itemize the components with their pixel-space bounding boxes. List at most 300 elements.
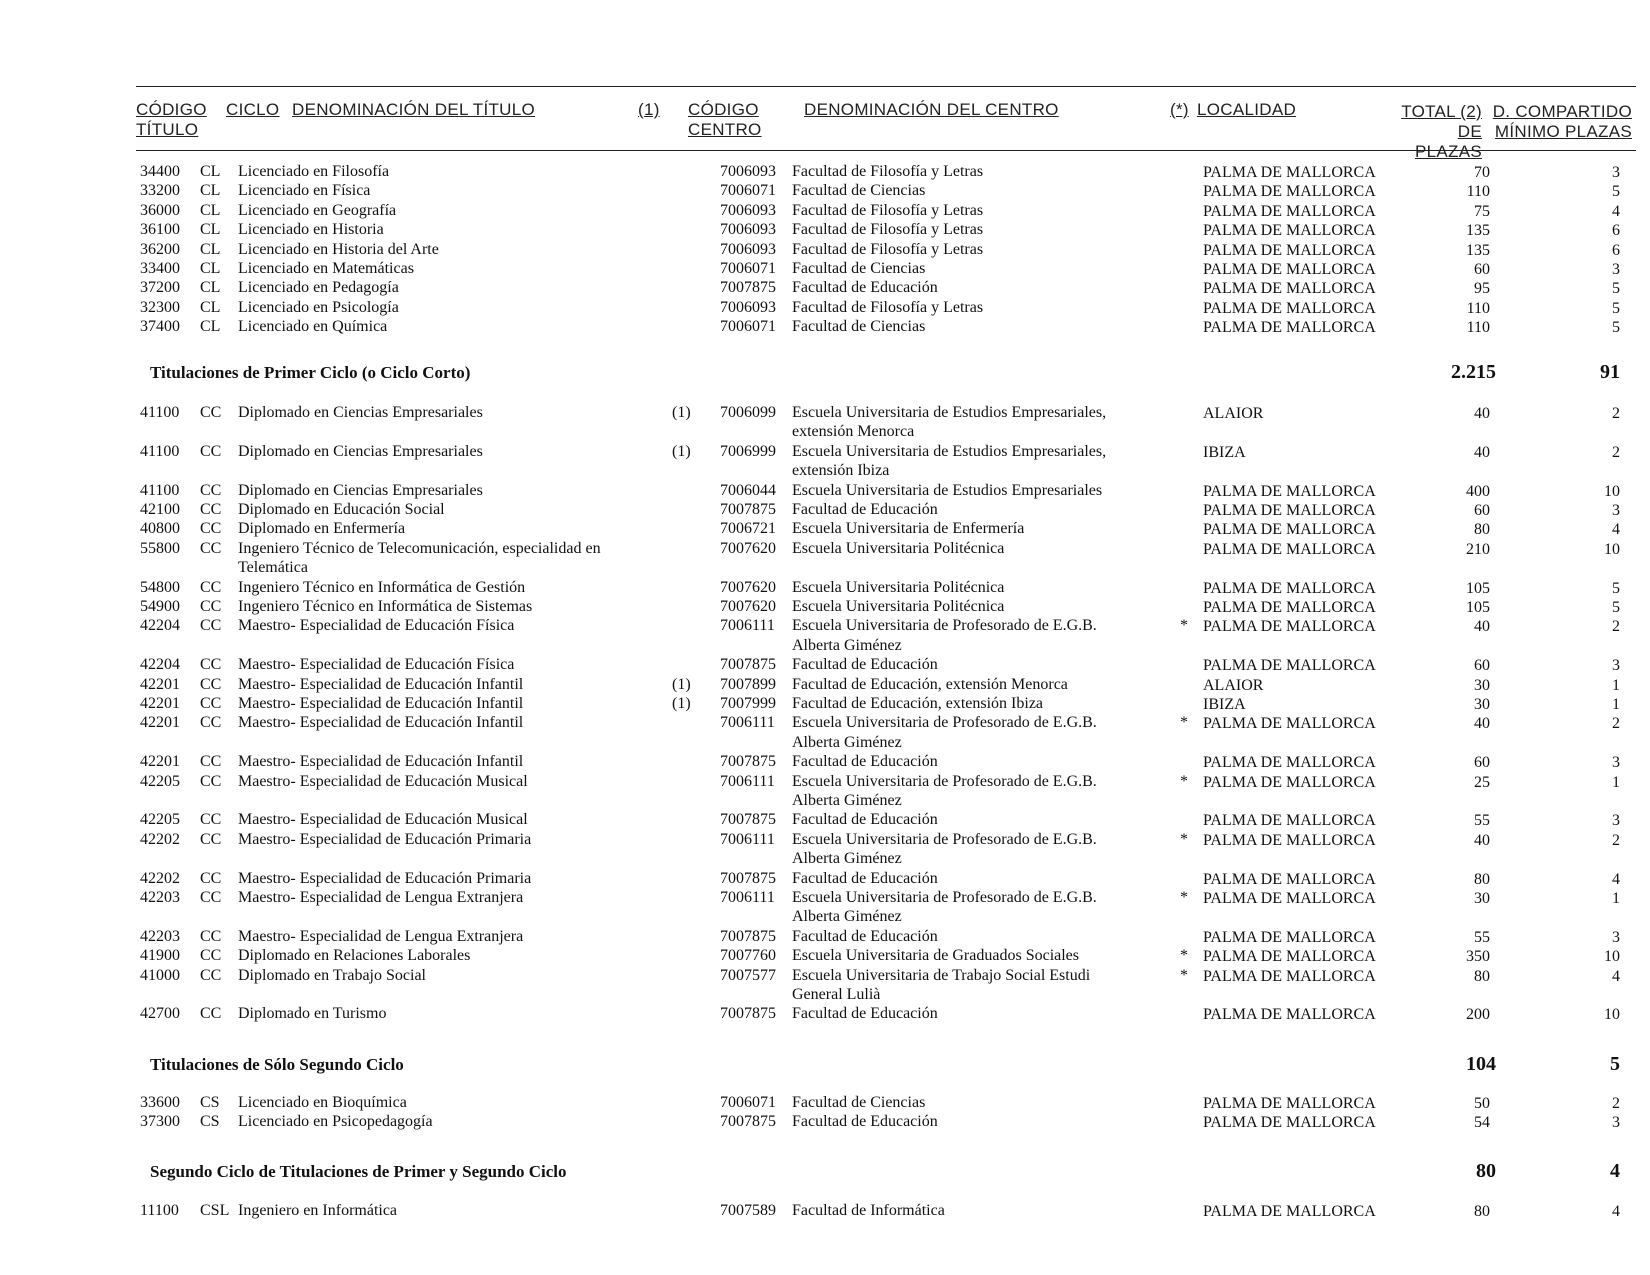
row-denominacion-centro: Alberta Giménez bbox=[792, 908, 902, 926]
row-total-plazas: 55 bbox=[1474, 812, 1490, 830]
row-codigo-titulo: 42202 bbox=[140, 869, 180, 887]
row-codigo-centro: 7006111 bbox=[720, 617, 775, 635]
row-codigo-centro: 7007589 bbox=[720, 1202, 776, 1219]
row-localidad: PALMA DE MALLORCA bbox=[1203, 618, 1376, 636]
row-denominacion-centro: Facultad de Ciencias bbox=[792, 1094, 926, 1111]
row-codigo-centro: 7007875 bbox=[720, 927, 776, 945]
row-ciclo: CL bbox=[200, 260, 221, 277]
row-codigo-titulo: 54800 bbox=[140, 578, 180, 596]
row-localidad: PALMA DE MALLORCA bbox=[1203, 754, 1376, 772]
row-denominacion-titulo: Licenciado en Química bbox=[238, 318, 388, 336]
row-codigo-centro: 7007577 bbox=[720, 966, 776, 984]
row-ciclo: CC bbox=[200, 947, 222, 965]
row-denominacion-titulo: Licenciado en Historia del Arte bbox=[238, 240, 439, 258]
row-ciclo: CL bbox=[200, 182, 221, 200]
row-denominacion-centro: Facultad de Filosofía y Letras bbox=[792, 163, 984, 180]
row-asterisco: * bbox=[1180, 772, 1188, 790]
row-total-plazas: 30 bbox=[1474, 696, 1490, 713]
row-denominacion-centro: Escuela Universitaria de Estudios Empresariales bbox=[792, 481, 1103, 499]
row-total-plazas: 80 bbox=[1474, 967, 1490, 985]
row-minimo-plazas: 5 bbox=[1612, 299, 1620, 317]
row-denominacion-titulo: Ingeniero Técnico de Telecomunicación, especialidad en bbox=[238, 539, 601, 557]
row-codigo-centro: 7007999 bbox=[720, 695, 776, 712]
row-denominacion-titulo: Licenciado en Psicología bbox=[238, 298, 399, 316]
row-denominacion-centro: Facultad de Educación bbox=[792, 656, 938, 674]
row-total-plazas: 25 bbox=[1474, 773, 1490, 791]
row-localidad: PALMA DE MALLORCA bbox=[1203, 222, 1376, 240]
row-minimo-plazas: 2 bbox=[1612, 405, 1620, 422]
row-codigo-titulo: 37400 bbox=[140, 318, 180, 336]
row-denominacion-titulo: Licenciado en Matemáticas bbox=[238, 260, 414, 277]
row-denominacion-titulo: Diplomado en Relaciones Laborales bbox=[238, 947, 471, 965]
row-codigo-titulo: 42204 bbox=[140, 656, 180, 674]
row-total-plazas: 55 bbox=[1474, 928, 1490, 946]
row-codigo-titulo: 41100 bbox=[140, 442, 180, 460]
row-ciclo: CC bbox=[200, 539, 222, 557]
row-ciclo: CL bbox=[200, 298, 221, 316]
row-minimo-plazas: 2 bbox=[1612, 618, 1620, 636]
row-codigo-centro: 7007875 bbox=[720, 656, 776, 674]
row-codigo-titulo: 41100 bbox=[140, 481, 180, 499]
header-codigo-titulo: CÓDIGO TÍTULO bbox=[136, 100, 207, 139]
row-nota: (1) bbox=[672, 404, 691, 421]
row-ciclo: CC bbox=[200, 927, 222, 945]
row-denominacion-centro: Escuela Universitaria Politécnica bbox=[792, 578, 1005, 596]
row-codigo-centro: 7007875 bbox=[720, 501, 776, 518]
row-localidad: PALMA DE MALLORCA bbox=[1203, 657, 1376, 675]
row-denominacion-centro: Facultad de Filosofía y Letras bbox=[792, 240, 984, 258]
row-minimo-plazas: 4 bbox=[1612, 1203, 1620, 1220]
row-codigo-centro: 7007620 bbox=[720, 539, 776, 557]
row-minimo-plazas: 2 bbox=[1612, 443, 1620, 461]
row-ciclo: CC bbox=[200, 598, 222, 615]
row-codigo-titulo: 42205 bbox=[140, 772, 180, 790]
row-ciclo: CC bbox=[200, 1005, 222, 1023]
row-total-plazas: 80 bbox=[1474, 870, 1490, 888]
header-localidad: LOCALIDAD bbox=[1197, 100, 1297, 119]
row-ciclo: CC bbox=[200, 520, 222, 538]
row-denominacion-centro: Facultad de Ciencias bbox=[792, 182, 926, 200]
row-asterisco: * bbox=[1180, 830, 1188, 848]
row-denominacion-titulo: Ingeniero en Informática bbox=[238, 1202, 398, 1219]
row-codigo-centro: 7006071 bbox=[720, 318, 776, 336]
row-denominacion-centro: Alberta Giménez bbox=[792, 792, 902, 809]
row-codigo-titulo: 41000 bbox=[140, 966, 180, 984]
row-codigo-centro: 7006071 bbox=[720, 1094, 776, 1111]
row-denominacion-titulo: Diplomado en Ciencias Empresariales bbox=[238, 442, 483, 460]
row-codigo-titulo: 55800 bbox=[140, 539, 180, 557]
row-ciclo: CC bbox=[200, 675, 222, 693]
top-rule bbox=[136, 86, 1636, 87]
row-denominacion-titulo: Telemática bbox=[238, 559, 308, 577]
row-total-plazas: 40 bbox=[1474, 618, 1490, 636]
row-asterisco: * bbox=[1180, 617, 1188, 635]
row-total-plazas: 60 bbox=[1474, 754, 1490, 772]
row-denominacion-centro: Alberta Giménez bbox=[792, 850, 902, 868]
row-codigo-centro: 7007875 bbox=[720, 1113, 776, 1131]
row-minimo-plazas: 2 bbox=[1612, 1095, 1620, 1112]
header-codigo-centro: CÓDIGO CENTRO bbox=[688, 100, 762, 139]
row-denominacion-titulo: Licenciado en Filosofía bbox=[238, 163, 390, 180]
row-codigo-centro: 7007620 bbox=[720, 578, 776, 596]
row-total-plazas: 350 bbox=[1466, 948, 1490, 966]
row-total-plazas: 30 bbox=[1474, 676, 1490, 694]
header-nota-asterisco: (*) bbox=[1170, 100, 1189, 119]
row-minimo-plazas: 6 bbox=[1612, 241, 1620, 259]
row-codigo-centro: 7006071 bbox=[720, 182, 776, 200]
header-ciclo: CICLO bbox=[226, 100, 280, 119]
row-codigo-titulo: 54900 bbox=[140, 598, 180, 615]
row-codigo-centro: 7006111 bbox=[720, 714, 775, 732]
row-ciclo: CC bbox=[200, 714, 222, 732]
row-ciclo: CC bbox=[200, 501, 222, 518]
row-minimo-plazas: 5 bbox=[1612, 183, 1620, 201]
row-ciclo: CC bbox=[200, 578, 222, 596]
row-denominacion-centro: Facultad de Educación, extensión Menorca bbox=[792, 675, 1068, 693]
row-minimo-plazas: 10 bbox=[1604, 948, 1620, 966]
row-ciclo: CC bbox=[200, 481, 222, 499]
row-denominacion-titulo: Maestro- Especialidad de Lengua Extranjera bbox=[238, 927, 524, 945]
row-minimo-plazas: 5 bbox=[1612, 319, 1620, 337]
row-minimo-plazas: 1 bbox=[1612, 676, 1620, 694]
row-denominacion-titulo: Ingeniero Técnico en Informática de Gestión bbox=[238, 578, 526, 596]
row-minimo-plazas: 5 bbox=[1612, 280, 1620, 298]
row-localidad: PALMA DE MALLORCA bbox=[1203, 183, 1376, 201]
row-codigo-centro: 7007620 bbox=[720, 598, 776, 615]
row-ciclo: CC bbox=[200, 617, 222, 635]
row-codigo-titulo: 37300 bbox=[140, 1113, 180, 1131]
row-ciclo: CL bbox=[200, 318, 221, 336]
row-denominacion-centro: Facultad de Educación bbox=[792, 501, 938, 518]
row-codigo-titulo: 33200 bbox=[140, 182, 180, 200]
row-localidad: PALMA DE MALLORCA bbox=[1203, 261, 1376, 278]
row-localidad: PALMA DE MALLORCA bbox=[1203, 299, 1376, 317]
row-ciclo: CC bbox=[200, 404, 222, 421]
row-localidad: PALMA DE MALLORCA bbox=[1203, 164, 1376, 181]
row-denominacion-titulo: Diplomado en Ciencias Empresariales bbox=[238, 481, 483, 499]
section-total-plazas: 104 bbox=[1466, 1053, 1496, 1075]
row-asterisco: * bbox=[1180, 947, 1188, 965]
row-denominacion-titulo: Maestro- Especialidad de Educación Primaria bbox=[238, 869, 532, 887]
row-denominacion-titulo: Diplomado en Educación Social bbox=[238, 501, 445, 518]
row-codigo-titulo: 42205 bbox=[140, 811, 180, 829]
row-denominacion-centro: General Lulià bbox=[792, 986, 881, 1003]
row-minimo-plazas: 4 bbox=[1612, 870, 1620, 888]
row-denominacion-centro: Escuela Universitaria de Enfermería bbox=[792, 520, 1025, 538]
row-codigo-titulo: 34400 bbox=[140, 163, 180, 180]
row-codigo-titulo: 42201 bbox=[140, 675, 180, 693]
row-localidad: PALMA DE MALLORCA bbox=[1203, 1114, 1376, 1132]
row-minimo-plazas: 4 bbox=[1612, 521, 1620, 539]
header-denominacion-titulo: DENOMINACIÓN DEL TÍTULO bbox=[292, 100, 536, 119]
row-ciclo: CS bbox=[200, 1113, 220, 1131]
row-ciclo: CS bbox=[200, 1094, 220, 1111]
row-denominacion-titulo: Maestro- Especialidad de Lengua Extranjera bbox=[238, 889, 524, 906]
row-codigo-centro: 7007875 bbox=[720, 811, 776, 829]
row-denominacion-titulo: Ingeniero Técnico en Informática de Sistemas bbox=[238, 598, 533, 615]
row-denominacion-centro: Facultad de Educación bbox=[792, 279, 938, 297]
row-denominacion-titulo: Licenciado en Bioquímica bbox=[238, 1094, 407, 1111]
row-ciclo: CL bbox=[200, 201, 221, 219]
row-total-plazas: 60 bbox=[1474, 657, 1490, 675]
row-total-plazas: 110 bbox=[1466, 299, 1490, 317]
row-denominacion-centro: Escuela Universitaria de Profesorado de E.G.B. bbox=[792, 617, 1097, 635]
row-denominacion-titulo: Maestro- Especialidad de Educación Musical bbox=[238, 772, 528, 790]
row-denominacion-centro: Facultad de Educación bbox=[792, 869, 938, 887]
row-ciclo: CL bbox=[200, 240, 221, 258]
row-minimo-plazas: 5 bbox=[1612, 599, 1620, 616]
row-nota: (1) bbox=[672, 695, 691, 712]
row-ciclo: CC bbox=[200, 442, 222, 460]
row-denominacion-titulo: Maestro- Especialidad de Educación Infantil bbox=[238, 695, 524, 712]
row-total-plazas: 135 bbox=[1466, 241, 1490, 259]
row-denominacion-titulo: Licenciado en Física bbox=[238, 182, 371, 200]
row-denominacion-titulo: Maestro- Especialidad de Educación Física bbox=[238, 656, 515, 674]
row-total-plazas: 400 bbox=[1466, 482, 1490, 500]
row-denominacion-titulo: Maestro- Especialidad de Educación Primaria bbox=[238, 830, 532, 848]
row-codigo-titulo: 40800 bbox=[140, 520, 180, 538]
row-minimo-plazas: 3 bbox=[1612, 657, 1620, 675]
row-minimo-plazas: 3 bbox=[1612, 261, 1620, 278]
row-codigo-centro: 7006093 bbox=[720, 240, 776, 258]
row-denominacion-centro: Escuela Universitaria de Estudios Empresariales, bbox=[792, 442, 1107, 460]
row-total-plazas: 110 bbox=[1466, 183, 1490, 201]
row-codigo-titulo: 36000 bbox=[140, 201, 180, 219]
row-denominacion-titulo: Diplomado en Trabajo Social bbox=[238, 966, 426, 984]
row-codigo-centro: 7006111 bbox=[720, 889, 775, 906]
row-denominacion-titulo: Maestro- Especialidad de Educación Infantil bbox=[238, 714, 524, 732]
row-codigo-centro: 7006999 bbox=[720, 442, 776, 460]
row-minimo-plazas: 2 bbox=[1612, 715, 1620, 733]
row-ciclo: CC bbox=[200, 869, 222, 887]
row-localidad: ALAIOR bbox=[1203, 676, 1264, 694]
section-total-compartido: 5 bbox=[1610, 1053, 1620, 1075]
row-codigo-centro: 7006071 bbox=[720, 260, 776, 277]
row-total-plazas: 40 bbox=[1474, 715, 1490, 733]
row-denominacion-centro: Facultad de Educación bbox=[792, 1005, 938, 1023]
row-ciclo: CC bbox=[200, 656, 222, 674]
row-codigo-centro: 7006099 bbox=[720, 404, 776, 421]
row-total-plazas: 40 bbox=[1474, 831, 1490, 849]
row-minimo-plazas: 2 bbox=[1612, 831, 1620, 849]
row-denominacion-centro: Facultad de Ciencias bbox=[792, 318, 926, 336]
row-denominacion-centro: Facultad de Educación, extensión Ibiza bbox=[792, 695, 1044, 712]
row-denominacion-centro: Facultad de Filosofía y Letras bbox=[792, 201, 984, 219]
row-denominacion-centro: Escuela Universitaria de Profesorado de E.G.B. bbox=[792, 714, 1097, 732]
row-denominacion-titulo: Maestro- Especialidad de Educación Infantil bbox=[238, 753, 524, 771]
row-denominacion-titulo: Maestro- Especialidad de Educación Musical bbox=[238, 811, 528, 829]
row-minimo-plazas: 10 bbox=[1604, 482, 1620, 500]
row-denominacion-titulo: Diplomado en Turismo bbox=[238, 1005, 387, 1023]
section-title: Titulaciones de Primer Ciclo (o Ciclo Corto) bbox=[150, 363, 471, 382]
row-denominacion-centro: Facultad de Educación bbox=[792, 753, 938, 771]
row-total-plazas: 200 bbox=[1466, 1006, 1490, 1024]
row-denominacion-centro: Alberta Giménez bbox=[792, 636, 902, 654]
row-localidad: PALMA DE MALLORCA bbox=[1203, 280, 1376, 298]
header-denominacion-centro: DENOMINACIÓN DEL CENTRO bbox=[804, 100, 1059, 119]
row-localidad: PALMA DE MALLORCA bbox=[1203, 319, 1376, 337]
row-localidad: PALMA DE MALLORCA bbox=[1203, 948, 1376, 966]
row-localidad: PALMA DE MALLORCA bbox=[1203, 773, 1376, 791]
row-total-plazas: 70 bbox=[1474, 164, 1490, 181]
row-asterisco: * bbox=[1180, 966, 1188, 984]
row-localidad: ALAIOR bbox=[1203, 405, 1264, 422]
row-denominacion-centro: Alberta Giménez bbox=[792, 733, 902, 751]
row-denominacion-centro: Facultad de Filosofía y Letras bbox=[792, 221, 984, 239]
row-denominacion-centro: Escuela Universitaria Politécnica bbox=[792, 598, 1005, 615]
row-codigo-titulo: 42203 bbox=[140, 927, 180, 945]
row-codigo-centro: 7006093 bbox=[720, 298, 776, 316]
row-minimo-plazas: 3 bbox=[1612, 502, 1620, 519]
row-total-plazas: 105 bbox=[1466, 579, 1490, 597]
row-codigo-titulo: 41100 bbox=[140, 404, 180, 421]
section-total-plazas: 2.215 bbox=[1451, 361, 1496, 383]
row-localidad: PALMA DE MALLORCA bbox=[1203, 715, 1376, 733]
header-rule bbox=[136, 150, 1636, 151]
row-codigo-titulo: 41900 bbox=[140, 947, 180, 965]
row-denominacion-centro: Facultad de Ciencias bbox=[792, 260, 926, 277]
row-denominacion-titulo: Maestro- Especialidad de Educación Física bbox=[238, 617, 515, 635]
row-codigo-centro: 7007875 bbox=[720, 753, 776, 771]
row-minimo-plazas: 3 bbox=[1612, 928, 1620, 946]
row-codigo-centro: 7007875 bbox=[720, 1005, 776, 1023]
row-minimo-plazas: 5 bbox=[1612, 579, 1620, 597]
row-total-plazas: 80 bbox=[1474, 521, 1490, 539]
row-codigo-titulo: 42201 bbox=[140, 753, 180, 771]
row-denominacion-titulo: Maestro- Especialidad de Educación Infantil bbox=[238, 675, 524, 693]
row-ciclo: CC bbox=[200, 830, 222, 848]
row-total-plazas: 105 bbox=[1466, 599, 1490, 616]
row-codigo-centro: 7006721 bbox=[720, 520, 776, 538]
row-denominacion-titulo: Licenciado en Geografía bbox=[238, 201, 397, 219]
row-minimo-plazas: 1 bbox=[1612, 890, 1620, 907]
row-codigo-titulo: 36200 bbox=[140, 240, 180, 258]
row-localidad: PALMA DE MALLORCA bbox=[1203, 1095, 1376, 1112]
row-codigo-centro: 7006111 bbox=[720, 830, 775, 848]
row-localidad: PALMA DE MALLORCA bbox=[1203, 482, 1376, 500]
row-ciclo: CL bbox=[200, 163, 221, 180]
row-codigo-titulo: 33600 bbox=[140, 1094, 180, 1111]
row-total-plazas: 210 bbox=[1466, 540, 1490, 558]
row-localidad: PALMA DE MALLORCA bbox=[1203, 241, 1376, 259]
row-ciclo: CC bbox=[200, 811, 222, 829]
row-localidad: PALMA DE MALLORCA bbox=[1203, 967, 1376, 985]
row-codigo-centro: 7006093 bbox=[720, 163, 776, 180]
row-denominacion-titulo: Diplomado en Ciencias Empresariales bbox=[238, 404, 483, 421]
row-localidad: PALMA DE MALLORCA bbox=[1203, 890, 1376, 907]
row-localidad: PALMA DE MALLORCA bbox=[1203, 1006, 1376, 1024]
row-nota: (1) bbox=[672, 675, 691, 693]
section-total-compartido: 4 bbox=[1610, 1160, 1620, 1182]
row-denominacion-titulo: Licenciado en Psicopedagogía bbox=[238, 1113, 433, 1131]
row-localidad: IBIZA bbox=[1203, 696, 1246, 713]
row-minimo-plazas: 1 bbox=[1612, 773, 1620, 791]
header-nota1: (1) bbox=[638, 100, 660, 119]
row-denominacion-centro: Escuela Universitaria Politécnica bbox=[792, 539, 1005, 557]
row-localidad: PALMA DE MALLORCA bbox=[1203, 870, 1376, 888]
row-ciclo: CSL bbox=[200, 1202, 230, 1219]
row-minimo-plazas: 1 bbox=[1612, 696, 1620, 713]
row-total-plazas: 40 bbox=[1474, 405, 1490, 422]
row-asterisco: * bbox=[1180, 714, 1188, 732]
row-denominacion-titulo: Diplomado en Enfermería bbox=[238, 520, 406, 538]
row-codigo-centro: 7006093 bbox=[720, 221, 776, 239]
row-codigo-centro: 7006044 bbox=[720, 481, 776, 499]
row-denominacion-titulo: Licenciado en Historia bbox=[238, 221, 384, 239]
row-denominacion-centro: Facultad de Filosofía y Letras bbox=[792, 298, 984, 316]
row-localidad: PALMA DE MALLORCA bbox=[1203, 202, 1376, 220]
row-denominacion-centro: Facultad de Educación bbox=[792, 927, 938, 945]
section-title: Titulaciones de Sólo Segundo Ciclo bbox=[150, 1055, 404, 1074]
row-asterisco: * bbox=[1180, 889, 1188, 906]
row-localidad: PALMA DE MALLORCA bbox=[1203, 812, 1376, 830]
row-ciclo: CL bbox=[200, 221, 221, 239]
section-title: Segundo Ciclo de Titulaciones de Primer y Segundo Ciclo bbox=[150, 1162, 567, 1181]
row-minimo-plazas: 4 bbox=[1612, 202, 1620, 220]
row-localidad: PALMA DE MALLORCA bbox=[1203, 540, 1376, 558]
row-localidad: PALMA DE MALLORCA bbox=[1203, 599, 1376, 616]
row-minimo-plazas: 4 bbox=[1612, 967, 1620, 985]
row-denominacion-centro: Escuela Universitaria de Graduados Sociales bbox=[792, 947, 1080, 965]
row-total-plazas: 75 bbox=[1474, 202, 1490, 220]
row-localidad: PALMA DE MALLORCA bbox=[1203, 521, 1376, 539]
row-minimo-plazas: 3 bbox=[1612, 164, 1620, 181]
row-localidad: PALMA DE MALLORCA bbox=[1203, 1203, 1376, 1220]
row-total-plazas: 110 bbox=[1466, 319, 1490, 337]
row-localidad: PALMA DE MALLORCA bbox=[1203, 831, 1376, 849]
row-minimo-plazas: 10 bbox=[1604, 1006, 1620, 1024]
row-codigo-titulo: 42201 bbox=[140, 695, 180, 712]
row-total-plazas: 30 bbox=[1474, 890, 1490, 907]
row-codigo-titulo: 36100 bbox=[140, 221, 180, 239]
row-denominacion-titulo: Licenciado en Pedagogía bbox=[238, 279, 399, 297]
row-codigo-titulo: 37200 bbox=[140, 279, 180, 297]
row-codigo-centro: 7007760 bbox=[720, 947, 776, 965]
row-total-plazas: 80 bbox=[1474, 1203, 1490, 1220]
row-localidad: PALMA DE MALLORCA bbox=[1203, 579, 1376, 597]
row-nota: (1) bbox=[672, 442, 691, 460]
row-denominacion-centro: Facultad de Informática bbox=[792, 1202, 945, 1219]
header-total-plazas: TOTAL (2) DE PLAZAS bbox=[1401, 102, 1482, 161]
row-ciclo: CC bbox=[200, 772, 222, 790]
row-codigo-titulo: 42204 bbox=[140, 617, 180, 635]
header-compartido: D. COMPARTIDO MÍNIMO PLAZAS bbox=[1492, 102, 1632, 141]
row-denominacion-centro: Escuela Universitaria de Profesorado de E.G.B. bbox=[792, 889, 1097, 906]
row-codigo-centro: 7007899 bbox=[720, 675, 776, 693]
row-localidad: IBIZA bbox=[1203, 443, 1246, 461]
row-total-plazas: 40 bbox=[1474, 443, 1490, 461]
row-denominacion-centro: Facultad de Educación bbox=[792, 1113, 938, 1131]
row-minimo-plazas: 3 bbox=[1612, 1114, 1620, 1132]
row-total-plazas: 50 bbox=[1474, 1095, 1490, 1112]
row-localidad: PALMA DE MALLORCA bbox=[1203, 928, 1376, 946]
row-minimo-plazas: 3 bbox=[1612, 754, 1620, 772]
row-codigo-titulo: 42202 bbox=[140, 830, 180, 848]
row-localidad: PALMA DE MALLORCA bbox=[1203, 502, 1376, 519]
section-total-plazas: 80 bbox=[1476, 1160, 1496, 1182]
row-total-plazas: 95 bbox=[1474, 280, 1490, 298]
row-codigo-titulo: 42700 bbox=[140, 1005, 180, 1023]
row-minimo-plazas: 6 bbox=[1612, 222, 1620, 240]
row-codigo-titulo: 33400 bbox=[140, 260, 180, 277]
row-ciclo: CC bbox=[200, 695, 222, 712]
row-codigo-centro: 7007875 bbox=[720, 869, 776, 887]
row-total-plazas: 135 bbox=[1466, 222, 1490, 240]
row-denominacion-centro: Escuela Universitaria de Estudios Empresariales, bbox=[792, 404, 1107, 421]
row-codigo-titulo: 42201 bbox=[140, 714, 180, 732]
row-total-plazas: 60 bbox=[1474, 261, 1490, 278]
row-denominacion-centro: Escuela Universitaria de Trabajo Social Estudi bbox=[792, 966, 1091, 984]
